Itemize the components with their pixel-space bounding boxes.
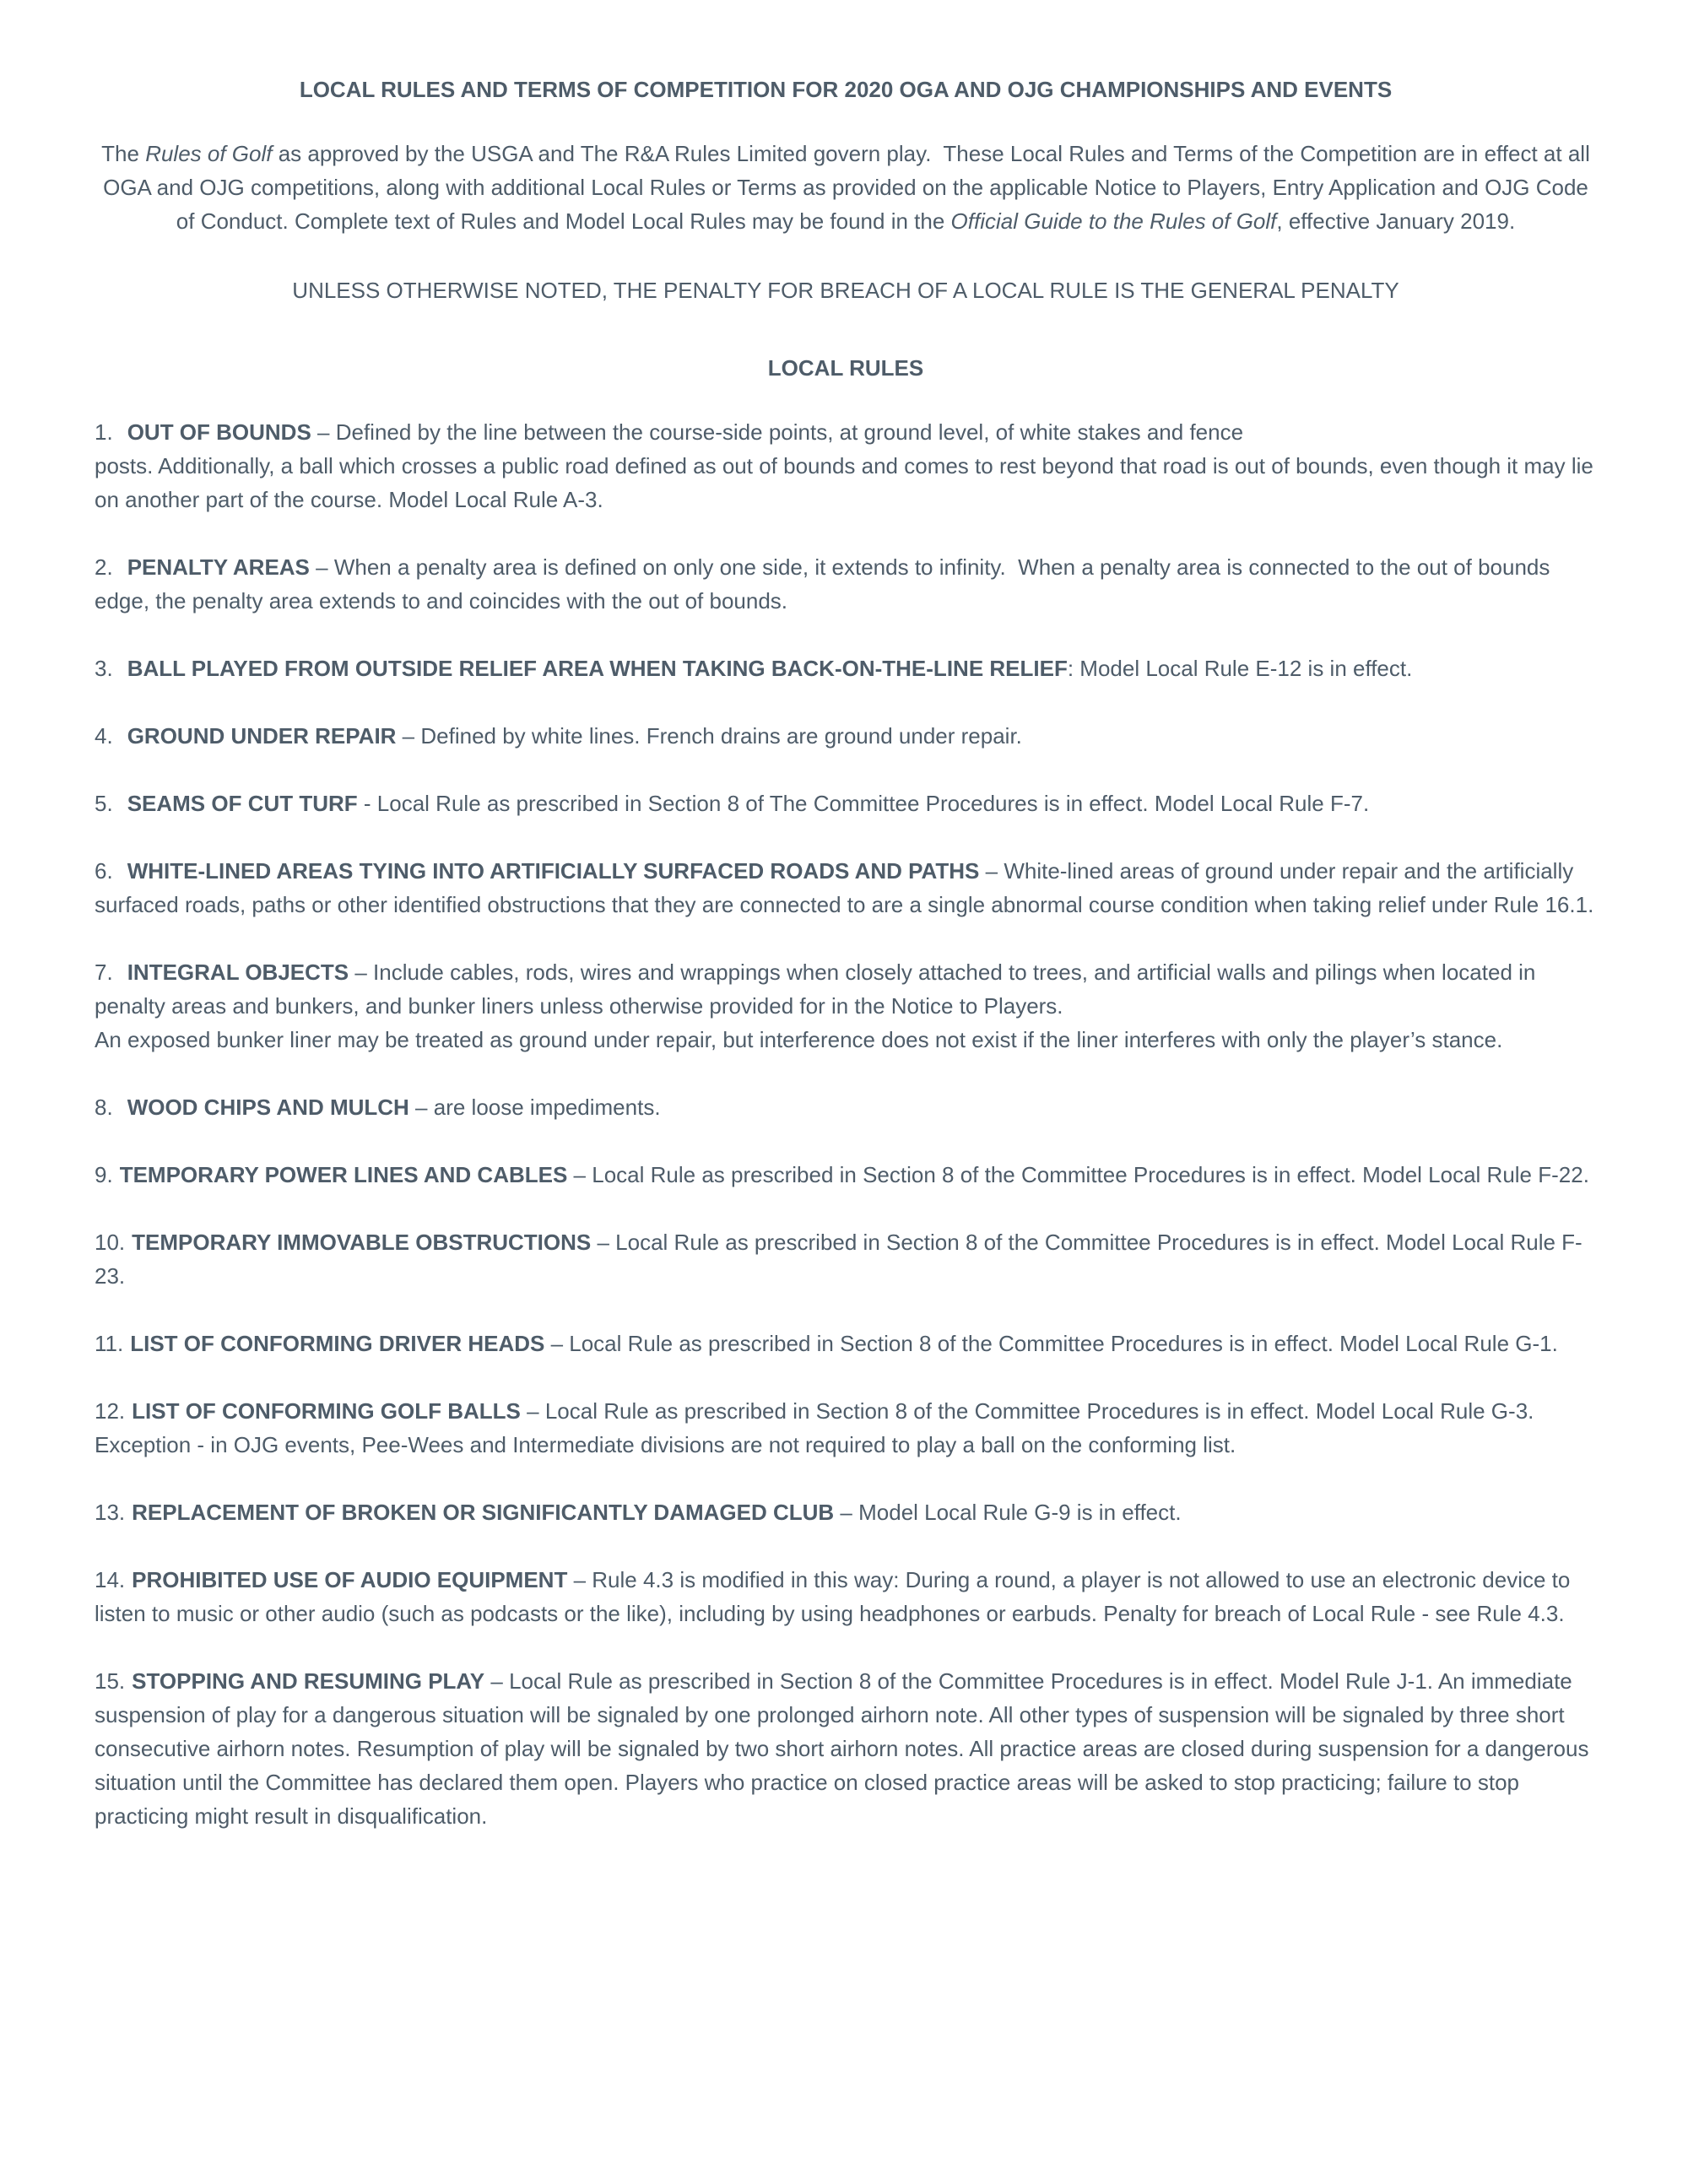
rule-text: posts. Additionally, a ball which crosses a public road defined as out of bounds and comes to rest beyond that road is out of bounds, even though it may lie on another part of the course. Model Local Rule A-3. [95,453,1593,512]
rule-heading: INTEGRAL OBJECTS [127,960,349,985]
rule-number: 6. [95,858,113,884]
rule-text: Local Rule as prescribed in Section 8 of the Committee Procedures is in effect. Model Local Rule F-22. [592,1162,1589,1187]
rule-separator: – [311,419,336,445]
rule-text: An exposed bunker liner may be treated as ground under repair, but interference does not exist if the liner interferes with only the player’s stance. [95,1027,1503,1052]
rule-text: Rule 4.3 is modified in this way: During a round, a player is not allowed to use an electronic device to listen to music or other audio (such as podcasts or the like), including by using headphones or earbuds. Penalty for breach of Local Rule - see Rule 4.3. [95,1567,1571,1626]
rule-item [95,1158,1597,1192]
rule-number: 15. [95,1668,126,1694]
rule-number: 5. [95,791,113,816]
rule-text: Defined by the line between the course-side points, at ground level, of white stakes and fence [335,419,1244,445]
rule-separator: – [349,960,374,985]
rule-heading: GROUND UNDER REPAIR [127,723,397,749]
rule-separator: : [1067,656,1080,681]
rule-heading: WHITE-LINED AREAS TYING INTO ARTIFICIALLY SURFACED ROADS AND PATHS [127,858,980,884]
rule-heading: WOOD CHIPS AND MULCH [127,1095,409,1120]
rule-separator: – [309,554,334,580]
rule-number: 2. [95,554,113,580]
rule-number: 12. [95,1398,126,1424]
rule-heading: BALL PLAYED FROM OUTSIDE RELIEF AREA WHEN TAKING BACK-ON-THE-LINE RELIEF [127,656,1068,681]
rule-text: Local Rule as prescribed in Section 8 of the Committee Procedures is in effect. Model Rule J-1. An immediate suspension of play for a dangerous situation will be signaled by one prolonged airhorn note. All other types of suspension will be signaled by three short consecutive airhorn notes. Resumption of play will be signaled by two short airhorn notes. All practice areas are closed during suspension for a dangerous situation until the Committee has declared them open. Players who practice on closed practice areas will be asked to stop practicing; failure to stop practicing might result in disqualification. [95,1668,1589,1829]
intro-segment: Official Guide to the Rules of Golf [950,208,1277,234]
rule-item [95,1563,1597,1630]
rule-separator: – [396,723,421,749]
rule-separator: – [484,1668,510,1694]
rule-text: are loose impediments. [433,1095,661,1120]
rule-separator: – [834,1500,859,1525]
local-rules-heading: LOCAL RULES [767,355,924,381]
rule-separator: – [979,858,1004,884]
rule-separator: – [567,1162,592,1187]
rule-text: When a penalty area is defined on only one side, it extends to infinity. When a penalty area is connected to the out of bounds edge, the penalty area extends to and coincides with the out of bounds. [95,554,1550,614]
rule-number: 8. [95,1095,113,1120]
rule-heading: TEMPORARY IMMOVABLE OBSTRUCTIONS [132,1230,592,1255]
rule-item [95,1225,1597,1293]
rule-separator: – [408,1095,434,1120]
rule-item [95,1495,1597,1529]
rule-separator: – [520,1398,545,1424]
rule-item [95,1394,1597,1462]
rule-heading: TEMPORARY POWER LINES AND CABLES [119,1162,568,1187]
rule-heading: PENALTY AREAS [127,554,310,580]
rule-item [95,1664,1597,1833]
rule-text: Local Rule as prescribed in Section 8 of The Committee Procedures is in effect. Model Local Rule F-7. [376,791,1370,816]
rule-heading: STOPPING AND RESUMING PLAY [132,1668,485,1694]
rule-heading: LIST OF CONFORMING GOLF BALLS [132,1398,521,1424]
rule-item [95,550,1597,618]
intro-paragraph [95,137,1597,238]
rule-number: 7. [95,960,113,985]
rule-heading: REPLACEMENT OF BROKEN OR SIGNIFICANTLY DAMAGED CLUB [132,1500,835,1525]
rule-number: 13. [95,1500,126,1525]
intro-segment: , effective January 2019. [1276,208,1516,234]
rule-heading: SEAMS OF CUT TURF [127,791,358,816]
rule-item [95,955,1597,1057]
rule-text: Local Rule as prescribed in Section 8 of the Committee Procedures is in effect. Model Local Rule G-1. [569,1331,1558,1356]
rule-item [95,1327,1597,1360]
rule-text: White-lined areas of ground under repair and the artificially surfaced roads, paths or other identified obstructions that they are connected to are a single abnormal course condition when taking relief under Rule 16.1. [95,858,1594,917]
rule-item [95,787,1597,820]
rule-item [95,1090,1597,1124]
rule-number: 11. [95,1331,124,1356]
rule-number: 4. [95,723,113,749]
rule-text: Local Rule as prescribed in Section 8 of the Committee Procedures is in effect. Model Local Rule G-3. Exception - in OJG events, Pee-Wees and Intermediate divisions are not required to play a ball on the conforming list. [95,1398,1534,1457]
intro-segment: as approved by the USGA and The R&A Rules Limited govern play. These Local Rules and Terms of the Competition are in effect at all OGA and OJG competitions, along with additional Local Rules or Terms as provided on the applicable Notice to Players, Entry Application and OJG Code of Conduct. Complete text of Rules and Model Local Rules may be found in the [103,141,1590,234]
rule-text: Local Rule as prescribed in Section 8 of the Committee Procedures is in effect. Model Local Rule F-23. [95,1230,1582,1289]
rule-separator: - [357,791,377,816]
rule-item [95,651,1597,685]
intro-segment: Rules of Golf [145,141,273,166]
intro-segment: The [101,141,146,166]
rule-item [95,854,1597,922]
rule-number: 9. [95,1162,113,1187]
rule-text: Model Local Rule E-12 is in effect. [1079,656,1413,681]
rule-separator: – [591,1230,616,1255]
rule-heading: LIST OF CONFORMING DRIVER HEADS [130,1331,545,1356]
rule-heading: PROHIBITED USE OF AUDIO EQUIPMENT [132,1567,568,1592]
rule-number: 1. [95,419,113,445]
rule-text: Defined by white lines. French drains are ground under repair. [420,723,1022,749]
rule-item [95,719,1597,753]
rule-separator: – [567,1567,592,1592]
rule-item [95,415,1597,516]
rules-list [95,415,1597,1833]
rule-text: Include cables, rods, wires and wrappings when closely attached to trees, and artificial walls and pilings when located in penalty areas and bunkers, and bunker liners unless otherwise provided for in the Notice to Players. [95,960,1536,1019]
rule-text: Model Local Rule G-9 is in effect. [858,1500,1182,1525]
penalty-notice: UNLESS OTHERWISE NOTED, THE PENALTY FOR BREACH OF A LOCAL RULE IS THE GENERAL PENALTY [292,278,1399,303]
rule-number: 3. [95,656,113,681]
rule-heading: OUT OF BOUNDS [127,419,311,445]
document-title: LOCAL RULES AND TERMS OF COMPETITION FOR 2020 OGA AND OJG CHAMPIONSHIPS AND EVENTS [299,77,1393,102]
rule-number: 10. [95,1230,126,1255]
rule-number: 14. [95,1567,126,1592]
rule-separator: – [544,1331,570,1356]
